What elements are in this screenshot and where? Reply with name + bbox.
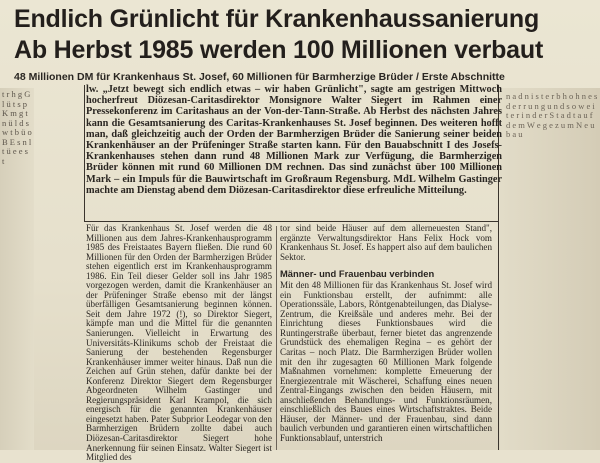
right-column-fragment: n a d n i s t e r b h o h n e s d e r r u n g u n d s o w e i t e r i n d e r S t a d t a u f d e m W e g e z u m N e u b a u (506, 91, 598, 139)
body-column-2-para-1: tor sind beide Häuser auf dem allerneuesten Stand", ergänzte Verwaltungsdirektor Hans Felix Hock vom Krankenhaus St. Josef. Es happert also auf dem baulichen Sektor. (280, 223, 492, 262)
section-heading: Männer- und Frauenbau verbinden (280, 268, 435, 280)
left-column-fragment: t r h g G l ü t s p K m g t n ü l d s w t b ü o B E s n l t ü e e s t (2, 89, 32, 166)
lead-box-left-rule (84, 85, 85, 221)
article-lead: lw. „Jetzt bewegt sich endlich etwas – wir haben Grünlicht", sagte am gestrigen Mittwoch hocherfreut Diözesan-Caritasdirektor Monsignore Walter Siegert im Rahmen einer Pressekonferenz im Caritashaus an der Von-der-Tann-Straße. Ab Herbst des nächsten Jahres kann die Gesamtsanierung des Caritas-Krankenhauses St. Josef beginnen. Des weiteren hofft man, daß gleichzeitig auch der Orden der Barmherzigen Brüder die Sanierung seiner beiden Krankenhäuser an der Prüfeninger Straße starten kann. Für den Bauabschnitt I des Josefs-Krankenhauses stehen dann rund 48 Millionen Mark zur Verfügung, die Barmherzigen Brüder können mit rund 60 Millionen DM rechnen. Das sind zunächst über 100 Millionen Mark – ein Impuls für die Bauwirtschaft im Großraum Regensburg. MdL Wilhelm Gastinger machte am Dienstag abend dem Diözesan-Caritasdirektor diese erfreuliche Mitteilung. (86, 84, 502, 196)
body-column-1: Für das Krankenhaus St. Josef werden die 48 Millionen aus dem Jahres-Krankenhausprogramm 1985 des Freistaates Bayern fließen. Die rund 60 Millionen für den Orden der Barmherzigen Brüder stehen eigentlich erst im Krankenhausprogramm 1986. Ein Teil dieser Gelder soll ins Jahr 1985 vorgezogen werden, damit die Krankenhäuser an der Prüfeninger Straße ebenso mit der längst überfälligen Gesamtsanierung beginnen können. Seit dem Jahre 1972 (!), so Direktor Siegert, kämpfe man und die Mittel für die genannten Sanierungen. Vielleicht in Erwartung des Universitäts-Klinikums schob der Freistaat die Sanierung der bestehenden Regensburger Krankenhäuser immer weiter hinaus. Daß nun die Zeichen auf Grün stehen, dafür dankte bei der Konferenz Direktor Siegert dem Regensburger Abgeordneten Wilhelm Gastinger und Regierungspräsident Karl Krampol, die sich energisch für die genannten Krankenhäuser eingesetzt haben. Pater Subprior Leodegar von den Barmherzigen Brüdern zollte dabei auch Diözesan-Caritasdirektor Siegert hohe Anerkennung für seinen Einsatz. Walter Siegert ist Mitglied des (86, 223, 272, 463)
lead-box-bottom-rule (84, 221, 499, 222)
body-column-2-para-2: Mit den 48 Millionen für das Krankenhaus St. Josef wird ein Funktionsbau erstellt, der aufnimmt: alle Operationssäle, Labors, Röntgenabteilungen, das Dialyse-Zentrum, die Kreißsäle und anderes mehr. Bei der Einrichtung dieses Funktionsbaues wird die Runtingerstraße überbaut, ferner bietet das angrenzende Grundstück des ehemaligen Regina – es gehört der Caritas – noch Platz. Die Barmherzigen Brüder wollen mit den ihr zugesagten 60 Millionen Mark folgende Maßnahmen vornehmen: komplette Erneuerung der Energiezentrale mit Wäscherei, Schaffung eines neuen Zentral-Eingangs zwischen den beiden Häusern, mit anschließenden Behandlungs- und Funktionsräumen, einschließlich des Baues eines Wirtschaftstraktes. Beide Häuser, der Männer- und der Frauenbau, sind dann baulich verbunden und garantieren einen wirtschaftlichen Funktionsablauf, unterstrich (280, 280, 492, 443)
article-subheadline: 48 Millionen DM für Krankenhaus St. Josef, 60 Millionen für Barmherzige Brüder / Erste Abschnitte (14, 71, 505, 83)
column-divider (276, 226, 277, 450)
article-headline (14, 4, 600, 66)
headline-line-1: Endlich Grünlicht für Krankenhaussanierung (14, 5, 540, 33)
body-column-2 (280, 224, 492, 450)
headline-line-2: Ab Herbst 1985 werden 100 Millionen verbaut (14, 36, 544, 64)
